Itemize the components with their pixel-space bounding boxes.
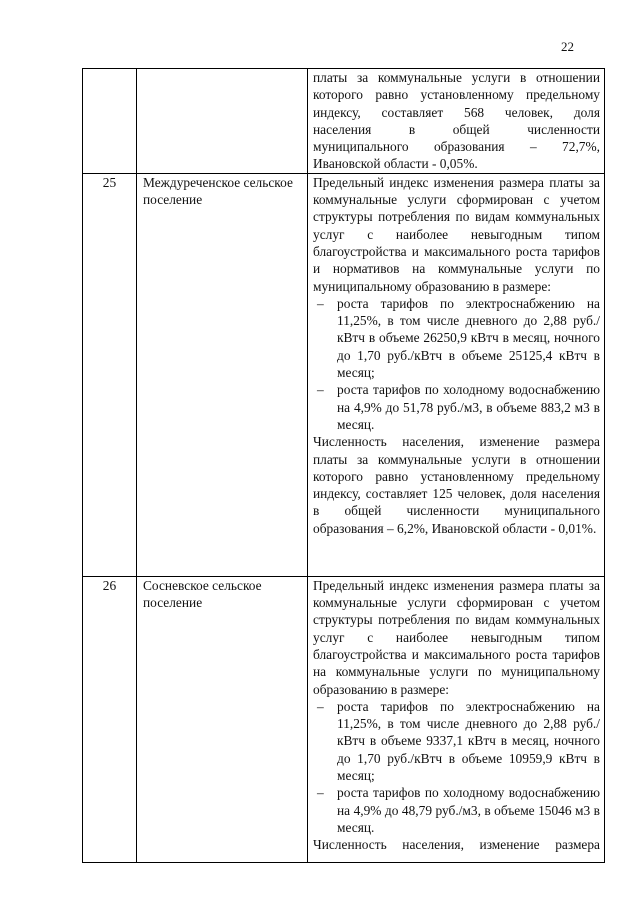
dash-bullet: – <box>317 698 324 714</box>
outro-paragraph: Численность населения, изменение размера платы за коммунальные услуги в отношении которого равно установленному предельному индексу, составляет 125 человек, доля населения в общей численности муниципального образования – 6,2%, Ивановской области - 0,01%. <box>313 434 600 536</box>
tariff-list <box>313 295 600 433</box>
list-item-text: роста тарифов по электроснабжению на 11,25%, в том числе дневного до 2,88 руб./кВтч в объеме 26250,9 кВтч в месяц, ночного до 1,70 руб./кВтч в объеме 25125,4 кВтч в месяц; <box>337 295 600 381</box>
municipality-name-cell: Сосневское сельское поселение <box>137 576 308 862</box>
intro-paragraph: Предельный индекс изменения размера платы за коммунальные услуги сформирован с учетом структуры потребления по видам коммунальных услуг с наиболее невыгодным типом благоустройства и максимального роста тарифов на коммунальные услуги по муниципальному образованию в размере: <box>313 577 600 697</box>
table-row <box>83 173 605 576</box>
tariff-list <box>313 698 600 836</box>
municipality-name-cell: Междуреченское сельское поселение <box>137 173 308 576</box>
table-row <box>83 69 605 174</box>
list-item <box>313 381 600 433</box>
description-cell <box>308 69 605 174</box>
row-number-cell: 25 <box>83 173 137 576</box>
text-line: Ивановской области - 0,05%. <box>313 156 478 172</box>
list-item-text: роста тарифов по холодному водоснабжению на 4,9% до 51,78 руб./м3, в объеме 883,2 м3 в месяц. <box>337 382 600 432</box>
text-line: платы за коммунальные услуги в отношении <box>313 70 600 85</box>
intro-paragraph: Предельный индекс изменения размера платы за коммунальные услуги сформирован с учетом структуры потребления по видам коммунальных услуг с наиболее невыгодным типом благоустройства и максимального роста тарифов и нормативов на коммунальные услуги по муниципальному образованию в размере: <box>313 174 600 294</box>
list-item <box>313 784 600 836</box>
municipal-index-table <box>82 68 605 863</box>
text-line: муниципального образования – 72,7%, <box>313 139 600 155</box>
page-number: 22 <box>561 39 574 54</box>
outro-paragraph: Численность населения, изменение размера <box>313 837 600 853</box>
text-line: которого равно установленному предельному <box>313 87 600 103</box>
description-cell <box>308 173 605 576</box>
table-row <box>83 576 605 862</box>
text-line: населения в общей численности <box>313 121 600 137</box>
text-line: индексу, составляет 568 человек, доля <box>313 104 600 120</box>
list-item-text: роста тарифов по холодному водоснабжению на 4,9% до 48,79 руб./м3, в объеме 15046 м3 в месяц. <box>337 785 600 835</box>
list-item-text: роста тарифов по электроснабжению на 11,25%, в том числе дневного до 2,88 руб./кВтч в объеме 9337,1 кВтч в месяц, ночного до 1,70 руб./кВтч в объеме 10959,9 кВтч в месяц; <box>337 698 600 784</box>
dash-bullet: – <box>317 295 324 311</box>
dash-bullet: – <box>317 785 324 801</box>
dash-bullet: – <box>317 382 324 398</box>
list-item <box>313 295 600 381</box>
municipality-name-cell <box>137 69 308 174</box>
description-cell <box>308 576 605 862</box>
cell-content <box>313 577 600 862</box>
list-item <box>313 698 600 784</box>
row-number-cell: 26 <box>83 576 137 862</box>
row-number-cell <box>83 69 137 174</box>
